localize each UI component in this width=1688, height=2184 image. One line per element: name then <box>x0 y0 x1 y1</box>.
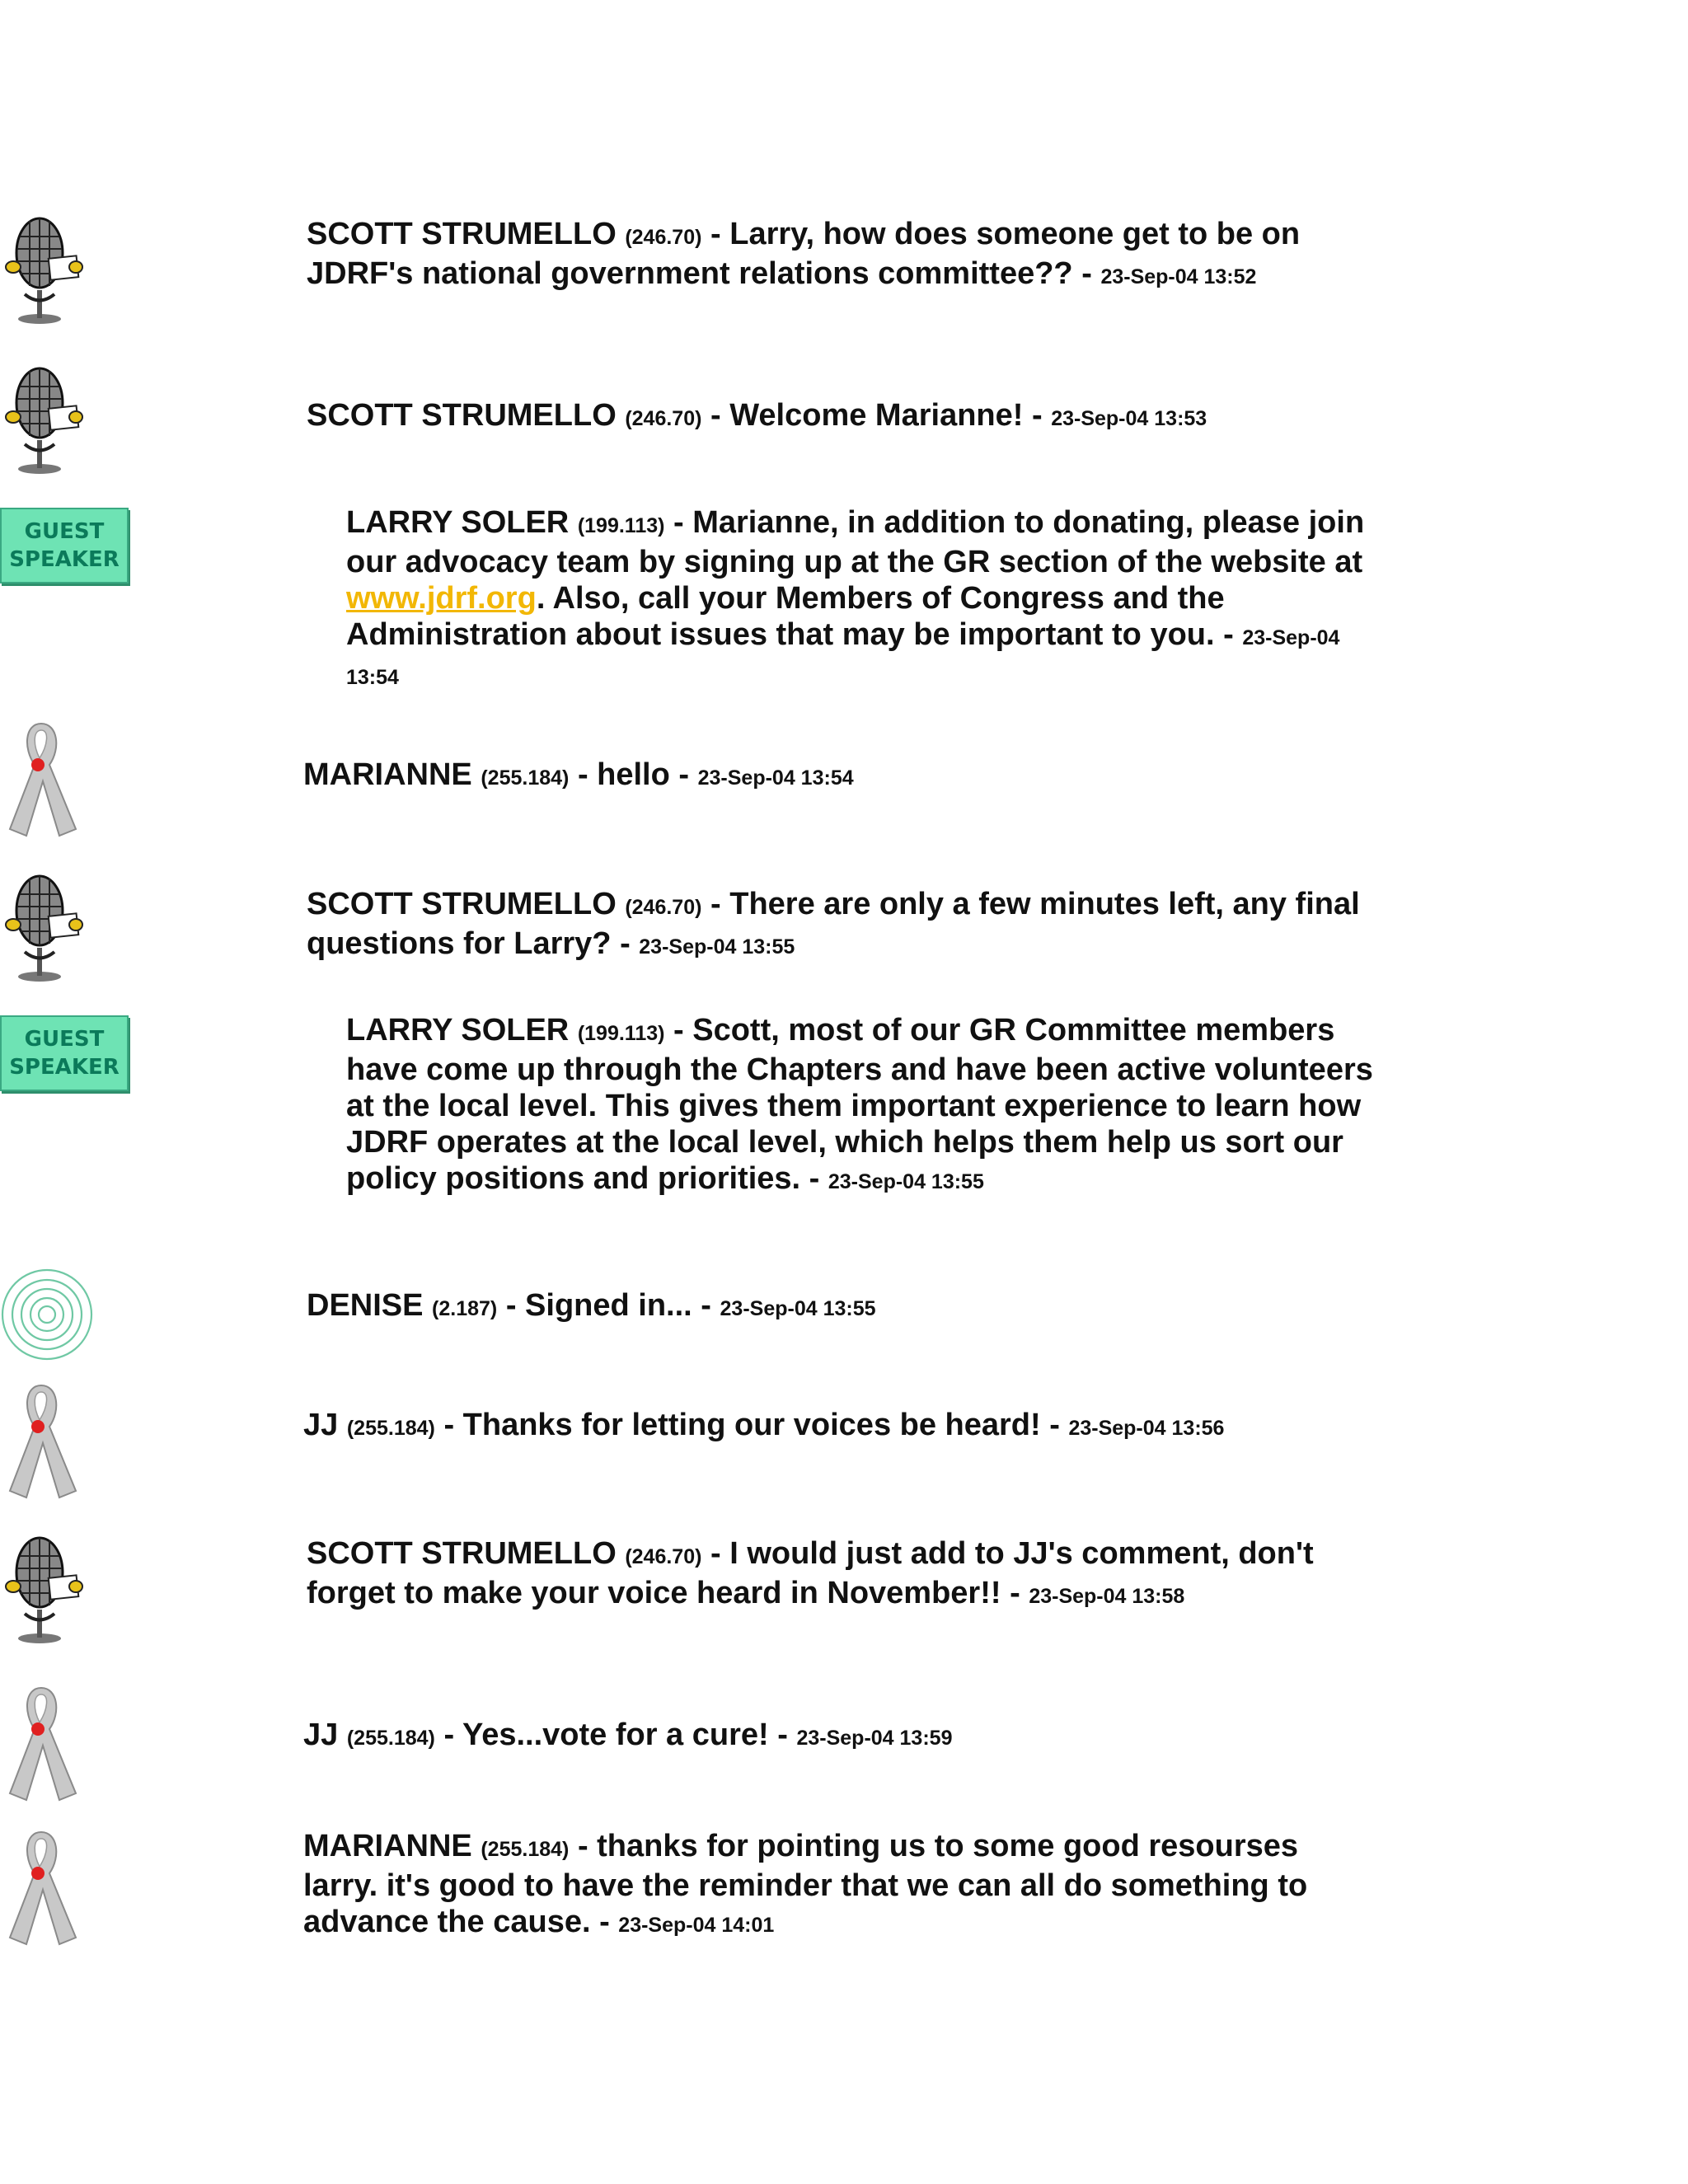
message-body: JJ (255.184) - Thanks for letting our voices be heard! - 23-Sep-04 13:56 <box>303 1408 1225 1442</box>
message-body: JJ (255.184) - Yes...vote for a cure! - 23-Sep-04 13:59 <box>303 1718 953 1752</box>
chat-message <box>303 1407 1375 1446</box>
timestamp: 23-Sep-04 13:52 <box>1100 265 1257 288</box>
timestamp: 23-Sep-04 13:53 <box>1051 407 1207 430</box>
timestamp: 23-Sep-04 14:01 <box>618 1914 775 1937</box>
microphone-icon <box>0 216 91 331</box>
sender-name: JJ <box>303 1718 339 1752</box>
sender-ip: (246.70) <box>625 407 702 430</box>
message-body: LARRY SOLER (199.113) - Marianne, in addition to donating, please join our advocacy team by signing up at the GR section of the website at www.jdrf.org. Also, call your Members of Congress and the Administration about issues that may be important to you. - 23-Sep-04 13:54 <box>346 505 1365 689</box>
message-body: SCOTT STRUMELLO (246.70) - Welcome Marianne! - 23-Sep-04 13:53 <box>307 398 1207 433</box>
sender-ip: (2.187) <box>432 1297 498 1320</box>
message-text: Thanks for letting our voices be heard! <box>462 1408 1041 1442</box>
message-text: There are only a few minutes left, any final questions for Larry? <box>307 887 1360 961</box>
chat-message <box>303 1828 1375 1943</box>
timestamp: 23-Sep-04 13:55 <box>639 935 795 958</box>
sender-ip: (246.70) <box>625 1545 702 1568</box>
sender-ip: (246.70) <box>625 896 702 919</box>
timestamp: 23-Sep-04 13:56 <box>1068 1417 1225 1440</box>
message-body: DENISE (2.187) - Signed in... - 23-Sep-04 13:55 <box>307 1288 876 1323</box>
chat-message <box>9 1012 1376 1200</box>
message-text: thanks for pointing us to some good resourses larry. it's good to have the reminder that we can all do something to advance the cause. <box>303 1829 1308 1939</box>
sender-name: SCOTT STRUMELLO <box>307 398 617 433</box>
chat-message <box>307 1287 1378 1327</box>
message-text-continued: . Also, call your Members of Congress and the Administration about issues that may be important to you. <box>346 581 1225 652</box>
sender-name: LARRY SOLER <box>346 1013 570 1047</box>
sender-ip: (255.184) <box>481 766 570 790</box>
sender-ip: (255.184) <box>346 1727 435 1750</box>
chat-message <box>303 757 1375 796</box>
sender-name: DENISE <box>307 1288 424 1323</box>
sender-name: SCOTT STRUMELLO <box>307 887 617 921</box>
sender-name: MARIANNE <box>303 757 472 792</box>
timestamp: 23-Sep-04 13:54 <box>346 626 1340 689</box>
sender-name: MARIANNE <box>303 1829 472 1863</box>
ribbon-icon <box>0 715 82 843</box>
timestamp: 23-Sep-04 13:55 <box>720 1297 876 1320</box>
sender-ip: (246.70) <box>625 226 702 249</box>
message-text: Welcome Marianne! <box>729 398 1024 433</box>
message-body: MARIANNE (255.184) - thanks for pointing us to some good resourses larry. it's good to have the reminder that we can all do something to advance the cause. - 23-Sep-04 14:01 <box>303 1829 1308 1939</box>
message-text: Scott, most of our GR Committee members have come up through the Chapters and have been active volunteers at the local level. This gives them important experience to learn how JDRF operates at the local level, which helps them help us sort our policy positions and priorities. <box>346 1013 1373 1196</box>
website-link[interactable]: www.jdrf.org <box>346 581 537 616</box>
message-text: I would just add to JJ's comment, don't forget to make your voice heard in November!! <box>307 1536 1314 1610</box>
sender-ip: (199.113) <box>577 1022 665 1045</box>
sender-name: LARRY SOLER <box>346 505 570 540</box>
sender-name: SCOTT STRUMELLO <box>307 1536 617 1571</box>
timestamp: 23-Sep-04 13:59 <box>796 1727 953 1750</box>
guest-speaker-badge: GUEST SPEAKER <box>0 1015 129 1091</box>
microphone-icon <box>0 874 91 989</box>
microphone-icon <box>0 1535 91 1651</box>
timestamp: 23-Sep-04 13:58 <box>1029 1585 1185 1608</box>
message-text: hello <box>597 757 670 792</box>
chat-message <box>303 1717 1375 1756</box>
message-text: Yes...vote for a cure! <box>462 1718 769 1752</box>
message-body: SCOTT STRUMELLO (246.70) - There are only a few minutes left, any final questions for Larry? - 23-Sep-04 13:55 <box>307 887 1360 961</box>
sender-name: JJ <box>303 1408 339 1442</box>
message-body: SCOTT STRUMELLO (246.70) - I would just add to JJ's comment, don't forget to make your voice heard in November!! - 23-Sep-04 13:58 <box>307 1536 1314 1610</box>
guest-speaker-badge: GUEST SPEAKER <box>0 508 129 583</box>
chat-message <box>307 1535 1378 1615</box>
chat-message <box>307 216 1378 295</box>
chat-message <box>307 397 1378 437</box>
ribbon-icon <box>0 1680 82 1807</box>
timestamp: 23-Sep-04 13:54 <box>697 766 854 790</box>
chat-message <box>9 504 1376 696</box>
concentric-circles-icon <box>0 1268 95 1366</box>
sender-ip: (199.113) <box>577 514 665 537</box>
chat-message <box>307 886 1378 965</box>
message-text: Larry, how does someone get to be on JDRF's national government relations committee?? <box>307 217 1301 291</box>
sender-ip: (255.184) <box>481 1838 570 1861</box>
microphone-icon <box>0 366 91 481</box>
message-body: MARIANNE (255.184) - hello - 23-Sep-04 13:54 <box>303 757 854 792</box>
message-text: Marianne, in addition to donating, please join our advocacy team by signing up at the GR section of the website at <box>346 505 1365 579</box>
ribbon-icon <box>0 1824 82 1952</box>
message-body: SCOTT STRUMELLO (246.70) - Larry, how does someone get to be on JDRF's national government relations committee?? - 23-Sep-04 13:52 <box>307 217 1301 291</box>
sender-ip: (255.184) <box>346 1417 435 1440</box>
message-body: LARRY SOLER (199.113) - Scott, most of our GR Committee members have come up through the Chapters and have been active volunteers at the local level. This gives them important experience to learn how JDRF operates at the local level, which helps them help us sort our policy positions and priorities. - 23-Sep-04 13:55 <box>346 1013 1373 1196</box>
message-text: Signed in... <box>525 1288 692 1323</box>
sender-name: SCOTT STRUMELLO <box>307 217 617 251</box>
timestamp: 23-Sep-04 13:55 <box>828 1170 984 1193</box>
ribbon-icon <box>0 1377 82 1505</box>
